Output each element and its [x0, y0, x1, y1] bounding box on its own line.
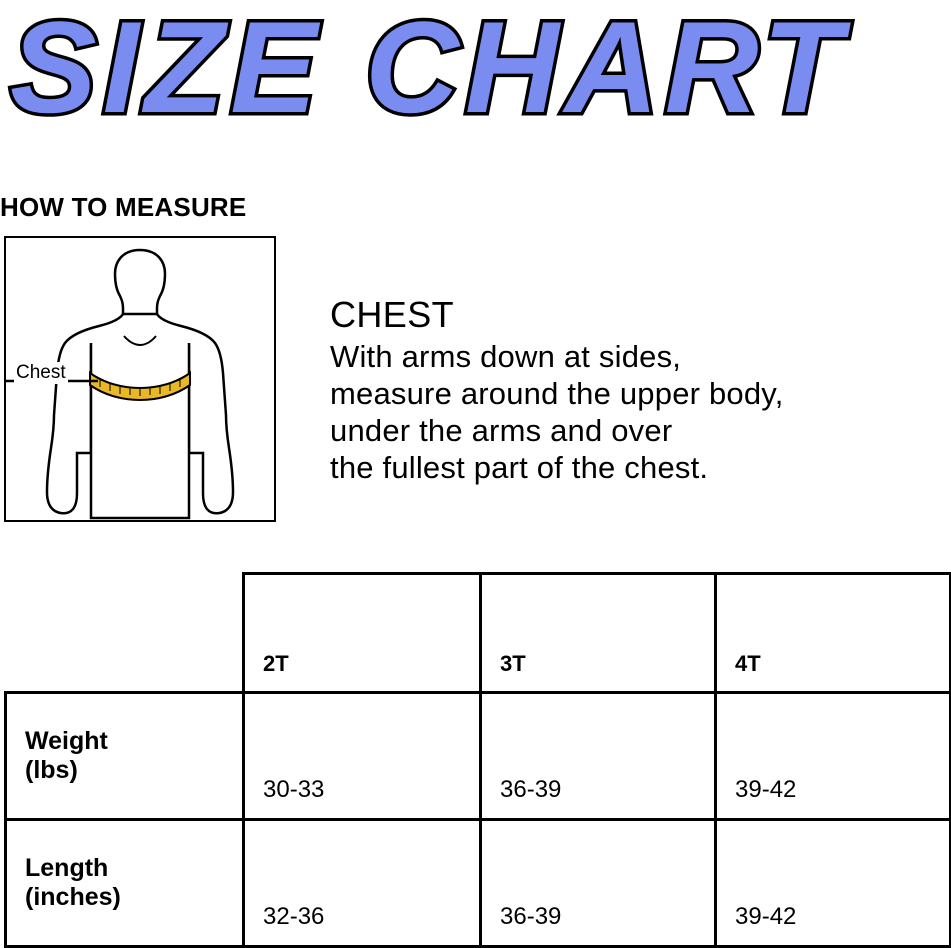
chest-heading: CHEST [330, 294, 455, 335]
table-cell-weight-4t: 39-42 [716, 693, 951, 820]
table-row-header-weight [6, 693, 244, 820]
table-cell-weight-3t: 36-39 [481, 693, 716, 820]
row-header-line-1: Length [25, 854, 109, 883]
title-graphic [0, 0, 951, 150]
title-text: SIZE CHART [10, 0, 848, 140]
row-header-line-2: (inches) [25, 883, 121, 911]
chest-desc-line-4: the fullest part of the chest. [330, 450, 709, 486]
table-column-header-2t: 2T [244, 574, 481, 693]
table-header-row [6, 574, 951, 693]
row-header-line-2: (lbs) [25, 756, 78, 784]
page-title [0, 0, 951, 150]
table-cell-length-3t: 36-39 [481, 820, 716, 947]
row-header-line-1: Weight [25, 727, 108, 756]
table-cell-length-4t: 39-42 [716, 820, 951, 947]
chest-desc-line-1: With arms down at sides, [330, 338, 682, 374]
chest-description [330, 296, 940, 487]
size-table [4, 572, 951, 948]
table-row [6, 820, 951, 947]
table-column-header-3t: 3T [481, 574, 716, 693]
head-shape [115, 250, 165, 314]
table-column-header-4t: 4T [716, 574, 951, 693]
how-to-measure-heading: HOW TO MEASURE [0, 192, 247, 222]
table-corner-cell [6, 574, 244, 693]
chest-figure-label: Chest [16, 362, 66, 383]
table-cell-weight-2t: 30-33 [244, 693, 481, 820]
chest-desc-line-2: measure around the upper body, [330, 375, 784, 411]
table-row-header-length [6, 820, 244, 947]
chest-desc-line-3: under the arms and over [330, 413, 673, 449]
table-cell-length-2t: 32-36 [244, 820, 481, 947]
torso-outline [91, 343, 189, 518]
table-row [6, 693, 951, 820]
